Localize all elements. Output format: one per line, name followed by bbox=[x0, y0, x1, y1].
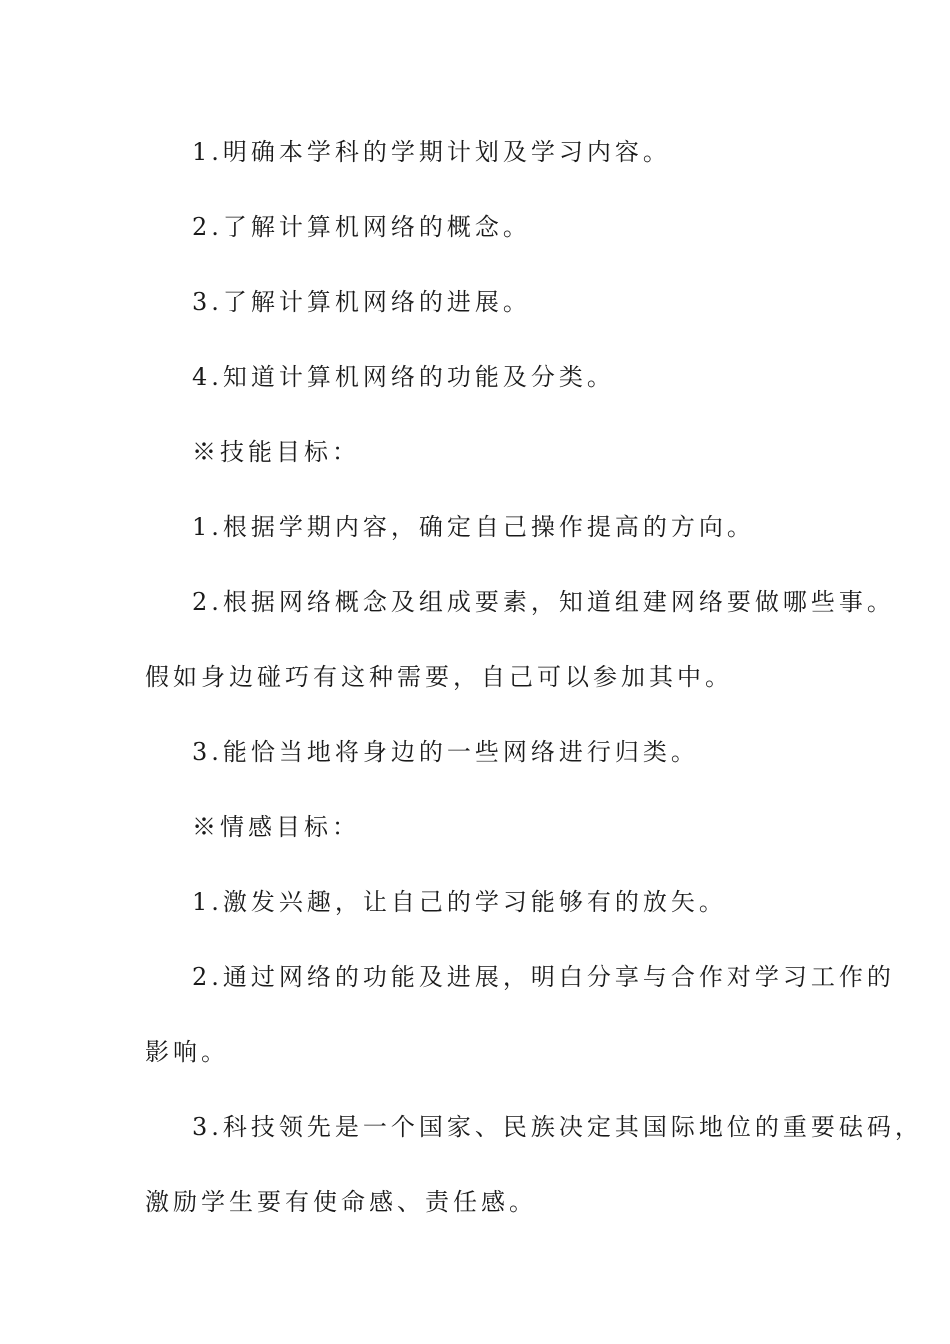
emotion-item-1: 1.激发兴趣，让自己的学习能够有的放矢。 bbox=[192, 888, 727, 916]
emotion-item-3-continued: 激励学生要有使命感、责任感。 bbox=[145, 1188, 537, 1216]
skill-item-1: 1.根据学期内容，确定自己操作提高的方向。 bbox=[192, 513, 755, 541]
knowledge-item-4: 4.知道计算机网络的功能及分类。 bbox=[192, 363, 615, 391]
knowledge-item-3: 3.了解计算机网络的进展。 bbox=[192, 288, 531, 316]
emotion-item-2-continued: 影响。 bbox=[145, 1038, 229, 1066]
skill-heading: ※技能目标： bbox=[192, 438, 360, 466]
knowledge-item-2: 2.了解计算机网络的概念。 bbox=[192, 213, 531, 241]
skill-item-2-continued: 假如身边碰巧有这种需要，自己可以参加其中。 bbox=[145, 663, 733, 691]
knowledge-item-1: 1.明确本学科的学期计划及学习内容。 bbox=[192, 138, 671, 166]
emotion-item-3: 3.科技领先是一个国家、民族决定其国际地位的重要砝码， bbox=[192, 1113, 923, 1141]
emotion-heading: ※情感目标： bbox=[192, 813, 360, 841]
emotion-item-2: 2.通过网络的功能及进展，明白分享与合作对学习工作的 bbox=[192, 963, 895, 991]
skill-item-2: 2.根据网络概念及组成要素，知道组建网络要做哪些事。 bbox=[192, 588, 895, 616]
skill-item-3: 3.能恰当地将身边的一些网络进行归类。 bbox=[192, 738, 699, 766]
